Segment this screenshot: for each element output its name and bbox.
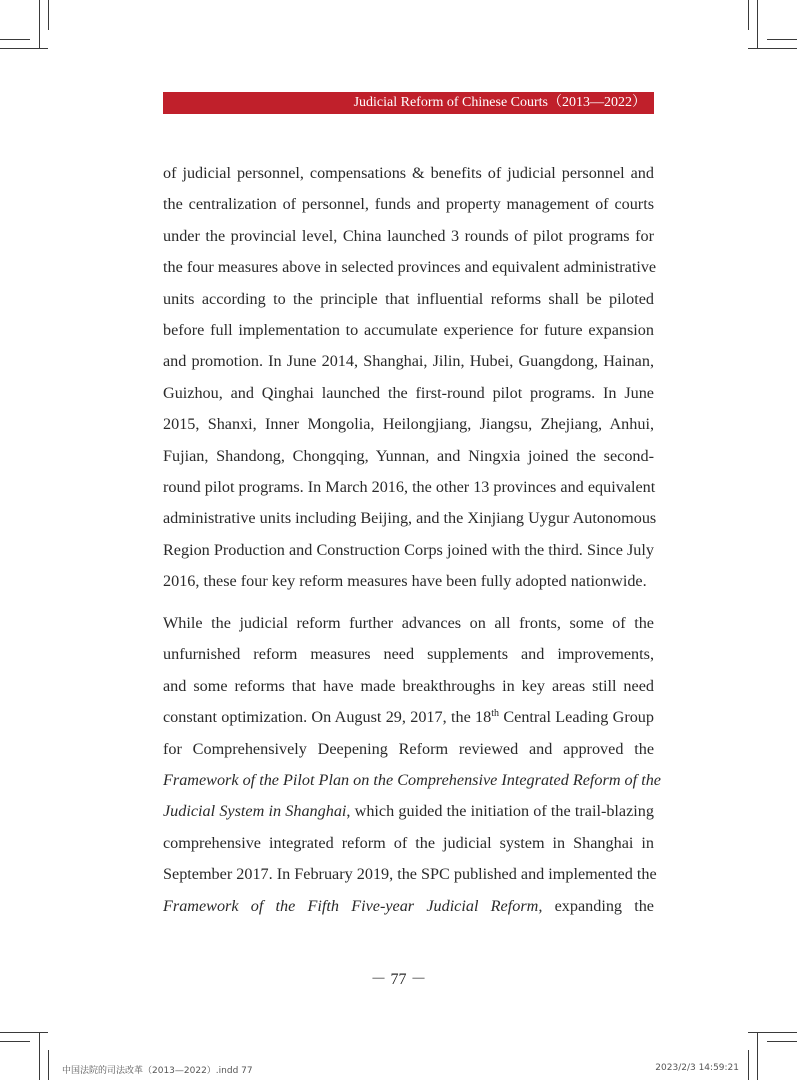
running-header-title: Judicial Reform of Chinese Courts（2013—2022） xyxy=(353,95,646,110)
crop-mark-bottom-left-v xyxy=(39,1032,40,1080)
crop-mark-bottom-right-h xyxy=(767,1041,797,1042)
text-line: and promotion. In June 2014, Shanghai, Jilin, Hubei, Guangdong, Hainan, xyxy=(163,352,654,371)
text-line: administrative units including Beijing, and the Xinjiang Uygur Autonomous xyxy=(163,509,657,528)
crop-mark-bottom-left-h xyxy=(0,1041,30,1042)
crop-mark-top-left-h xyxy=(0,39,30,40)
text-line: for Comprehensively Deepening Reform reviewed and approved the xyxy=(163,739,654,758)
text-line xyxy=(163,702,654,733)
page-number: － 77 － xyxy=(370,971,427,988)
text-segment: Central Leading Group xyxy=(499,708,654,727)
crop-mark-top-left-v xyxy=(39,0,40,48)
document-title-italic: Framework of the Pilot Plan on the Comprehensive Integrated Reform of the xyxy=(163,770,661,789)
text-line xyxy=(163,765,661,796)
footer-timestamp: 2023/2/3 14:59:21 xyxy=(655,1063,739,1073)
document-title-italic: Framework of the Fifth Five-year Judicial Reform, xyxy=(163,896,543,915)
text-line: 2016, these four key reform measures have been fully adopted nationwide. xyxy=(163,572,647,591)
text-line: 2015, Shanxi, Inner Mongolia, Heilongjiang, Jiangsu, Zhejiang, Anhui, xyxy=(163,415,654,434)
text-line: and some reforms that have made breakthroughs in key areas still need xyxy=(163,676,654,695)
crop-mark-bottom-left-v2 xyxy=(48,1050,49,1080)
paragraph-1 xyxy=(163,158,657,597)
text-line: unfurnished reform measures need supplements and improvements, xyxy=(163,645,654,664)
text-line: of judicial personnel, compensations & benefits of judicial personnel and xyxy=(163,164,654,182)
text-segment: , which guided the initiation of the trail-blazing xyxy=(346,802,654,821)
ordinal-superscript: th xyxy=(491,708,500,720)
text-line: Region Production and Construction Corps joined with the third. Since July xyxy=(163,540,654,559)
text-line: the centralization of personnel, funds and property management of courts xyxy=(163,195,654,214)
text-line: units according to the principle that influential reforms shall be piloted xyxy=(163,289,654,308)
text-line: round pilot programs. In March 2016, the other 13 provinces and equivalent xyxy=(163,477,656,496)
crop-mark-top-right-v2 xyxy=(748,0,749,30)
text-line: comprehensive integrated reform of the judicial system in Shanghai in xyxy=(163,833,654,852)
crop-mark-top-left-v2 xyxy=(48,0,49,30)
crop-mark-bottom-right-h2 xyxy=(748,1032,797,1033)
crop-mark-bottom-left-h2 xyxy=(0,1032,48,1033)
text-line: the four measures above in selected provinces and equivalent administrative xyxy=(163,258,657,277)
text-segment: constant optimization. On August 29, 2017, the 18 xyxy=(163,708,492,727)
crop-mark-top-left-h2 xyxy=(0,48,48,49)
text-line: While the judicial reform further advances on all fronts, some of the xyxy=(163,614,654,632)
crop-mark-bottom-right-v2 xyxy=(748,1050,749,1080)
text-segment: expanding the xyxy=(542,896,654,915)
text-line: September 2017. In February 2019, the SPC published and implemented the xyxy=(163,865,657,884)
footer-file-info: 中国法院的司法改革（2013—2022）.indd 77 xyxy=(62,1066,253,1076)
crop-mark-top-right-h xyxy=(767,39,797,40)
document-title-italic: Judicial System in Shanghai xyxy=(163,802,347,821)
text-line xyxy=(163,891,654,922)
text-line: Guizhou, and Qinghai launched the first-round pilot programs. In June xyxy=(163,383,654,402)
crop-mark-top-right-h2 xyxy=(748,48,797,49)
text-line xyxy=(163,796,654,827)
text-line: before full implementation to accumulate experience for future expansion xyxy=(163,320,654,339)
crop-mark-top-right-v xyxy=(757,0,758,48)
paragraph-2 xyxy=(163,608,661,922)
text-line: Fujian, Shandong, Chongqing, Yunnan, and Ningxia joined the second- xyxy=(163,446,654,465)
running-header xyxy=(163,92,654,114)
crop-mark-bottom-right-v xyxy=(757,1032,758,1080)
text-line: under the provincial level, China launched 3 rounds of pilot programs for xyxy=(163,226,654,245)
